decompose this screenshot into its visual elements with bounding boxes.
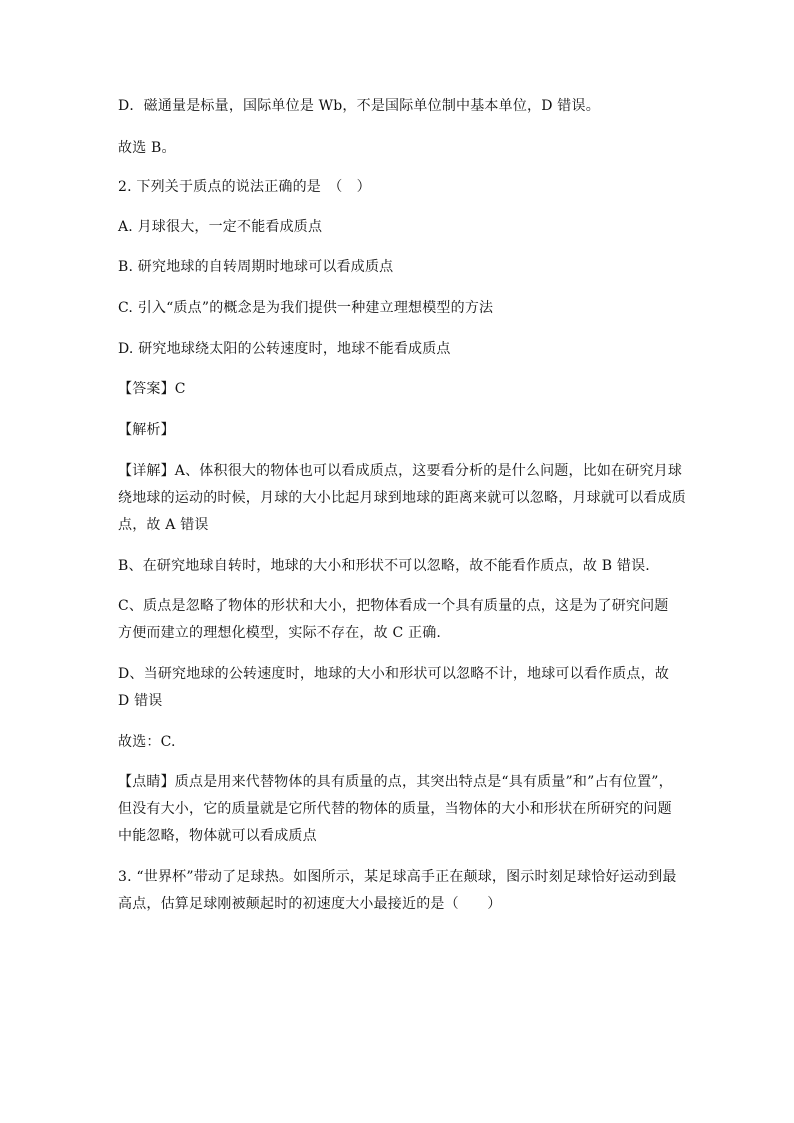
- answer-label: 【答案】C: [118, 381, 186, 397]
- detail-line-2: 绕地球的运动的时候，月球的大小比起月球到地球的距离来就可以忽略，月球就可以看成质: [118, 490, 686, 506]
- tip-line-1: 【点睛】质点是用来代替物体的具有质量的点，其突出特点是“具有质量”和”占有位置”，: [118, 774, 673, 790]
- option-a: A. 月球很大，一定不能看成质点: [118, 219, 323, 235]
- question-3-line-1: 3. “世界杯”带动了足球热。如图所示，某足球高手正在颠球，图示时刻足球恰好运动到最: [118, 869, 677, 885]
- detail-line-3: 点，故 A 错误: [118, 517, 209, 533]
- detail-line-1: 【详解】A、体积很大的物体也可以看成质点，这要看分析的是什么问题，比如在研究月球: [118, 463, 683, 479]
- option-d-line-q1: D．磁通量是标量，国际单位是 Wb，不是国际单位制中基本单位，D 错误。: [118, 98, 600, 114]
- detail-d-1: D、当研究地球的公转速度时，地球的大小和形状可以忽略不计，地球可以看作质点，故: [118, 666, 670, 682]
- question-2-stem: 2. 下列关于质点的说法正确的是 （ ）: [118, 179, 371, 195]
- final-choice: 故选：C.: [118, 734, 176, 750]
- answer-choice-q1: 故选 B。: [118, 140, 176, 156]
- detail-c-2: 方便而建立的理想化模型，实际不存在，故 C 正确.: [118, 625, 442, 641]
- detail-c-1: C、质点是忽略了物体的形状和大小，把物体看成一个具有质量的点，这是为了研究问题: [118, 598, 669, 614]
- analysis-heading: 【解析】: [118, 422, 175, 438]
- tip-line-3: 中能忽略，物体就可以看成质点: [118, 828, 317, 844]
- detail-d-2: D 错误: [118, 693, 163, 709]
- tip-line-2: 但没有大小，它的质量就是它所代替的物体的质量，当物体的大小和形状在所研究的问题: [118, 801, 672, 817]
- question-3-line-2: 高点，估算足球刚被颠起时的初速度大小最接近的是（ ）: [118, 896, 502, 912]
- option-c: C. 引入“质点”的概念是为我们提供一种建立理想模型的方法: [118, 300, 494, 316]
- detail-b: B、在研究地球自转时，地球的大小和形状不可以忽略，故不能看作质点，故 B 错误.: [118, 558, 650, 574]
- option-d: D. 研究地球绕太阳的公转速度时，地球不能看成质点: [118, 341, 451, 357]
- option-b: B. 研究地球的自转周期时地球可以看成质点: [118, 259, 394, 275]
